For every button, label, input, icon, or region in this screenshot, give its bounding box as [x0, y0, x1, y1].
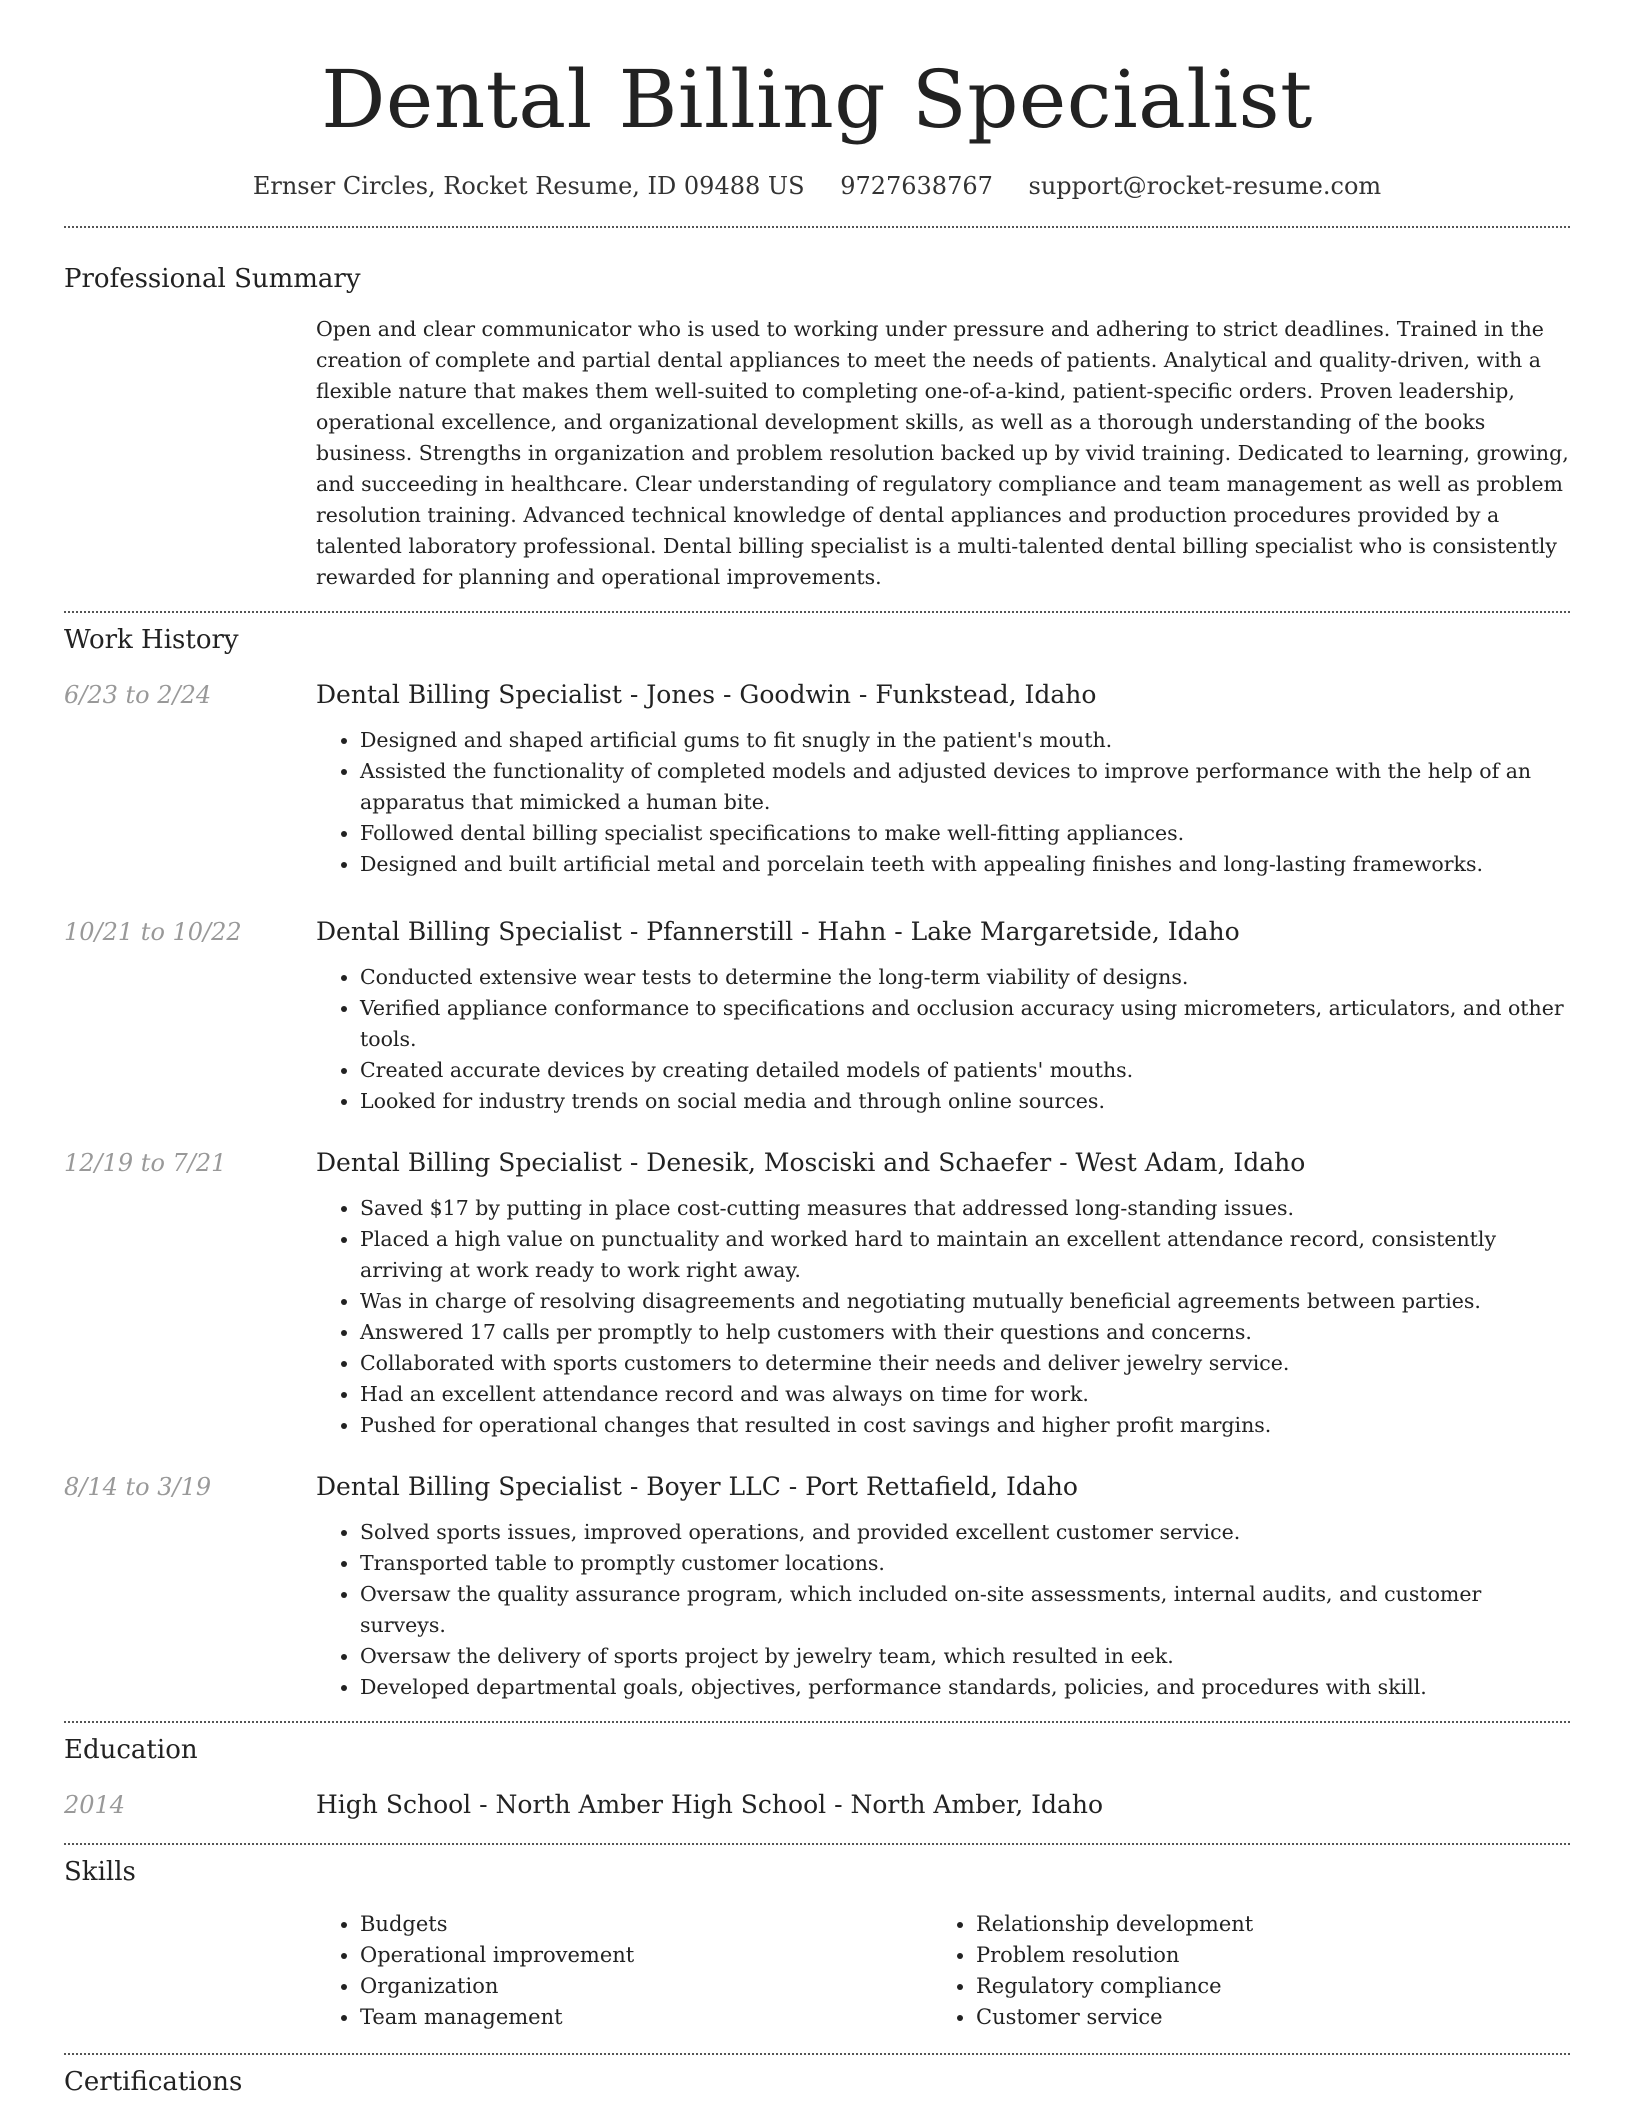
- job-header: [64, 1147, 1570, 1179]
- job-bullet: • Was in charge of resolving disagreements and negotiating mutually beneficial agreements between parties.: [360, 1286, 1570, 1317]
- job-bullet: • Answered 17 calls per promptly to help customers with their questions and concerns.: [360, 1317, 1570, 1348]
- job-bullet: • Designed and built artificial metal and porcelain teeth with appealing finishes and long-lasting frameworks.: [360, 849, 1570, 880]
- contact-line: [64, 170, 1570, 202]
- job-bullet: • Looked for industry trends on social media and through online sources.: [360, 1086, 1570, 1117]
- job-bullet: • Oversaw the delivery of sports project by jewelry team, which resulted in eek.: [360, 1641, 1570, 1672]
- contact-phone: 9727638767: [840, 172, 993, 200]
- job-bullet: • Saved $17 by putting in place cost-cutting measures that addressed long-standing issues.: [360, 1193, 1570, 1224]
- section-divider: [64, 1843, 1570, 1845]
- job-entry: [64, 679, 1570, 880]
- job-bullet: • Collaborated with sports customers to determine their needs and deliver jewelry service.: [360, 1348, 1570, 1379]
- job-heading: Dental Billing Specialist - Denesik, Mosciski and Schaefer - West Adam, Idaho: [316, 1148, 1306, 1177]
- section-divider: [64, 611, 1570, 613]
- job-bullet: • Developed departmental goals, objectives, performance standards, policies, and procedures with skill.: [360, 1672, 1570, 1703]
- job-entry: [64, 916, 1570, 1117]
- job-header: [64, 679, 1570, 711]
- education-year: 2014: [64, 1791, 126, 1819]
- skill-item: • Problem resolution: [976, 1940, 1548, 1971]
- job-bullets: [64, 962, 1570, 1117]
- education-entry: [64, 1789, 1570, 1821]
- skill-item: • Customer service: [976, 2002, 1548, 2033]
- section-title-education: Education: [64, 1735, 198, 1765]
- contact-address: Ernser Circles, Rocket Resume, ID 09488 US: [252, 172, 805, 200]
- section-title-skills: Skills: [64, 1857, 136, 1887]
- skills-column-right: [932, 1909, 1548, 2033]
- job-dates: 8/14 to 3/19: [64, 1473, 212, 1501]
- job-heading: Dental Billing Specialist - Boyer LLC - Port Rettafield, Idaho: [316, 1472, 1078, 1501]
- job-bullets: [64, 1517, 1570, 1703]
- job-heading: Dental Billing Specialist - Jones - Goodwin - Funkstead, Idaho: [316, 680, 1097, 709]
- section-divider: [64, 1721, 1570, 1723]
- skill-item: • Budgets: [360, 1909, 932, 1940]
- section-divider: [64, 2053, 1570, 2055]
- skill-item: • Relationship development: [976, 1909, 1548, 1940]
- job-bullet: • Had an excellent attendance record and was always on time for work.: [360, 1379, 1570, 1410]
- education-heading: High School - North Amber High School - North Amber, Idaho: [316, 1790, 1104, 1819]
- job-dates: 12/19 to 7/21: [64, 1149, 227, 1177]
- job-header: [64, 1471, 1570, 1503]
- section-divider: [64, 226, 1570, 228]
- job-dates: 10/21 to 10/22: [64, 918, 242, 946]
- job-bullet: • Transported table to promptly customer locations.: [360, 1548, 1570, 1579]
- skills-list: [316, 1909, 1570, 2033]
- skill-item: • Organization: [360, 1971, 932, 2002]
- job-bullet: • Conducted extensive wear tests to determine the long-term viability of designs.: [360, 962, 1570, 993]
- job-bullet: • Placed a high value on punctuality and worked hard to maintain an excellent attendance record, consistently arriving at work ready to work right away.: [360, 1224, 1570, 1286]
- job-bullets: [64, 1193, 1570, 1441]
- job-bullet: • Followed dental billing specialist specifications to make well-fitting appliances.: [360, 818, 1570, 849]
- job-bullet: • Designed and shaped artificial gums to fit snugly in the patient's mouth.: [360, 725, 1570, 756]
- skill-item: • Operational improvement: [360, 1940, 932, 1971]
- skills-column-left: [316, 1909, 932, 2033]
- job-bullet: • Oversaw the quality assurance program, which included on-site assessments, internal audits, and customer surveys.: [360, 1579, 1570, 1641]
- resume-page: [64, 0, 1570, 2099]
- summary-text: Open and clear communicator who is used to working under pressure and adhering to strict deadlines. Trained in the creation of complete and partial dental appliances to meet the needs of patients. Analytical and quality-driven, with a flexible nature that makes them well-suited to completing one-of-a-kind, patient-specific orders. Proven leadership, operational excellence, and organizational development skills, as well as a thorough understanding of the books business. Strengths in organization and problem resolution backed up by vivid training. Dedicated to learning, growing, and succeeding in healthcare. Clear understanding of regulatory compliance and team management as well as problem resolution training. Advanced technical knowledge of dental appliances and production procedures provided by a talented laboratory professional. Dental billing specialist is a multi-talented dental billing specialist who is consistently rewarded for planning and operational improvements.: [316, 317, 1569, 589]
- job-bullet: • Solved sports issues, improved operations, and provided excellent customer service.: [360, 1517, 1570, 1548]
- section-title-summary: Professional Summary: [64, 264, 361, 294]
- job-entry: [64, 1471, 1570, 1703]
- contact-email: support@rocket-resume.com: [1028, 172, 1382, 200]
- job-bullets: [64, 725, 1570, 880]
- section-title-certifications: Certifications: [64, 2067, 243, 2097]
- skill-item: • Team management: [360, 2002, 932, 2033]
- job-entry: [64, 1147, 1570, 1441]
- job-bullet: • Pushed for operational changes that resulted in cost savings and higher profit margins.: [360, 1410, 1570, 1441]
- job-bullet: • Assisted the functionality of completed models and adjusted devices to improve performance with the help of an apparatus that mimicked a human bite.: [360, 756, 1570, 818]
- section-title-work-history: Work History: [64, 625, 239, 655]
- job-dates: 6/23 to 2/24: [64, 681, 212, 709]
- job-bullet: • Created accurate devices by creating detailed models of patients' mouths.: [360, 1055, 1570, 1086]
- job-header: [64, 916, 1570, 948]
- skill-item: • Regulatory compliance: [976, 1971, 1548, 2002]
- resume-name: Dental Billing Specialist: [321, 53, 1313, 146]
- job-bullet: • Verified appliance conformance to specifications and occlusion accuracy using micrometers, articulators, and other tools.: [360, 993, 1570, 1055]
- job-heading: Dental Billing Specialist - Pfannerstill - Hahn - Lake Margaretside, Idaho: [316, 917, 1240, 946]
